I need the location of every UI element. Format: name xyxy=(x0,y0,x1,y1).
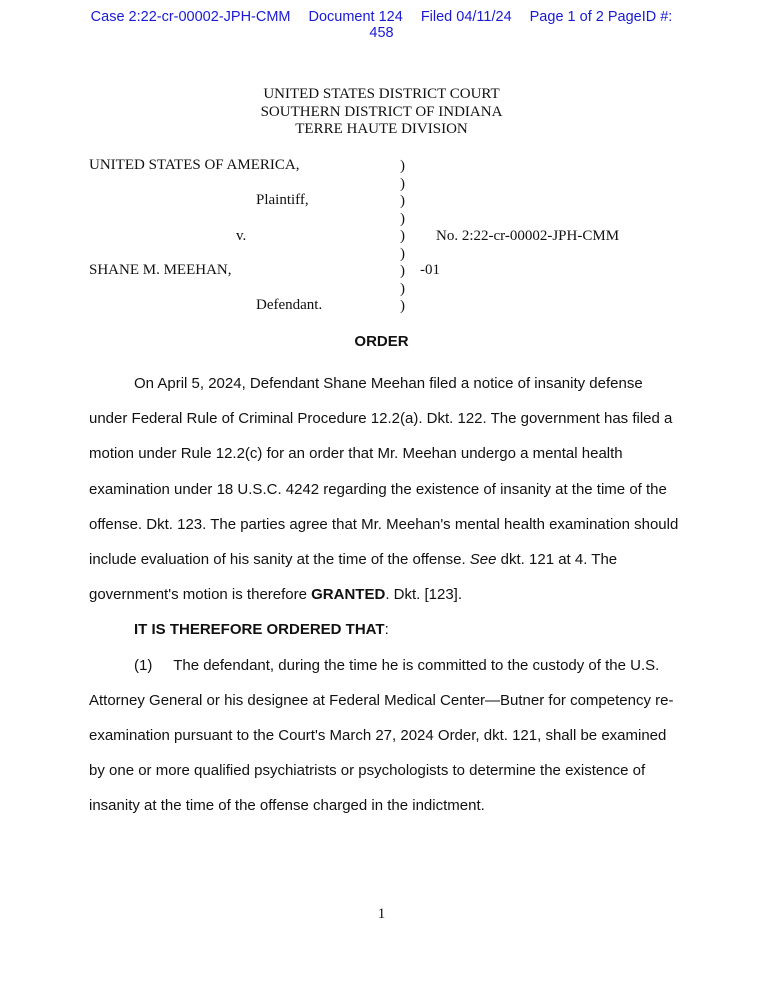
page-number: 1 xyxy=(377,906,386,922)
defendant-role: Defendant. xyxy=(256,297,323,313)
versus: v. xyxy=(236,228,247,244)
division-name: TERRE HAUTE DIVISION xyxy=(295,121,468,137)
document-number-header: Document 124 xyxy=(308,9,403,25)
plaintiff-name: UNITED STATES OF AMERICA, xyxy=(89,157,300,173)
item-text: The defendant, during the time he is committed to the custody of the U.S. Attorney General or his designee at Federal Medical Center—Butner for competency re-examination pursuant to the Court's March 27, 2024 Order, dkt. 121, shall be examined by one or more qualified psychiatrists or psychologists to determine the existence of insanity at the time of the offense charged in the indictment. xyxy=(89,656,674,815)
defendant-name: SHANE M. MEEHAN, xyxy=(89,262,232,278)
see-citation: See xyxy=(469,551,497,569)
case-number: No. 2:22-cr-00002-JPH-CMM xyxy=(436,228,620,244)
plaintiff-role: Plaintiff, xyxy=(256,192,309,208)
case-suffix: -01 xyxy=(420,262,440,278)
page-id-header: 458 xyxy=(369,25,394,41)
filing-header xyxy=(0,9,763,41)
court-name: UNITED STATES DISTRICT COURT xyxy=(263,86,500,102)
caption-parentheses: ) ) ) ) ) ) ) ) ) xyxy=(400,158,405,314)
ordered-heading: IT IS THEREFORE ORDERED THAT: xyxy=(134,621,389,639)
case-number-header: Case 2:22-cr-00002-JPH-CMM xyxy=(90,9,291,25)
item-number: (1) xyxy=(134,656,153,674)
district-name: SOUTHERN DISTRICT OF INDIANA xyxy=(260,103,503,120)
page-title: ORDER xyxy=(354,333,409,350)
court-heading xyxy=(0,86,763,139)
order-item-1 xyxy=(89,648,679,824)
paragraph-1: On April 5, 2024, Defendant Shane Meehan filed a notice of insanity defense under Federal Rule of Criminal Procedure 12.2(a). Dkt. 122. The government has filed a motion under Rule 12.2(c) for an order that Mr. Meehan undergo a mental health examination under 18 U.S.C. 4242 regarding the existence of insanity at the time of the offense. Dkt. 123. The parties agree that Mr. Meehan's mental health examination should include evaluation of his sanity at the time of the offense. See dkt. 121 at 4. The government's motion is therefore GRANTED. Dkt. [123]. xyxy=(89,375,679,604)
order-body xyxy=(89,366,679,824)
page-info-header: Page 1 of 2 PageID #: xyxy=(529,9,673,25)
filed-date-header: Filed 04/11/24 xyxy=(420,9,512,25)
granted-text: GRANTED xyxy=(311,586,386,604)
